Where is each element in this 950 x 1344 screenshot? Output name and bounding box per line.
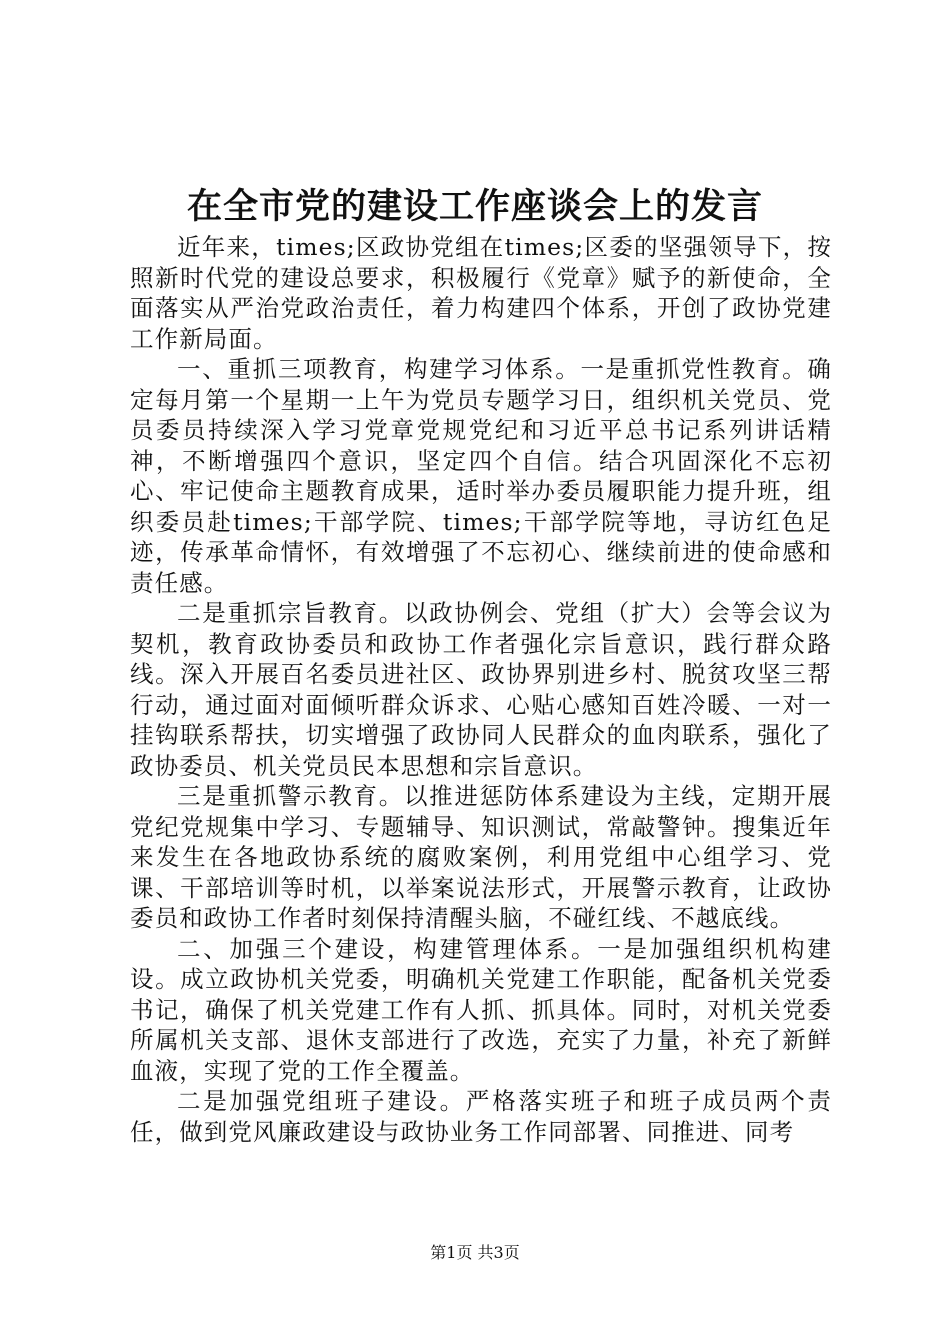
paragraph-section-1-part-3: 三是重抓警示教育。以推进惩防体系建设为主线，定期开展党纪党规集中学习、专题辅导、知识测试，常敲警钟。搜集近年来发生在各地政协系统的腐败案例，利用党组中心组学习、党课、干部培训等时机，以举案说法形式，开展警示教育，让政协委员和政协工作者时刻保持清醒头脑，不碰红线、不越底线。 (130, 782, 832, 932)
paragraph-intro: 近年来，times;区政协党组在times;区委的坚强领导下，按照新时代党的建设总要求，积极履行《党章》赋予的新使命，全面落实从严治党政治责任，着力构建四个体系，开创了政协党建工作新局面。 (130, 233, 832, 353)
document-body (130, 232, 832, 1147)
paragraph-section-1-part-2: 二是重抓宗旨教育。以政协例会、党组（扩大）会等会议为契机，教育政协委员和政协工作者强化宗旨意识，践行群众路线。深入开展百名委员进社区、政协界别进乡村、脱贫攻坚三帮行动，通过面对面倾听群众诉求、心贴心感知百姓冷暖、一对一挂钩联系帮扶，切实增强了政协同人民群众的血肉联系，强化了政协委员、机关党员民本思想和宗旨意识。 (130, 599, 832, 780)
document-title: 在全市党的建设工作座谈会上的发言 (186, 186, 763, 227)
paragraph-section-2: 二、加强三个建设，构建管理体系。一是加强组织机构建设。成立政协机关党委，明确机关党建工作职能，配备机关党委书记，确保了机关党建工作有人抓、抓具体。同时，对机关党委所属机关支部、退休支部进行了改选，充实了力量，补充了新鲜血液，实现了党的工作全覆盖。 (130, 934, 832, 1085)
page-number-footer: 第1页 共3页 (430, 1243, 520, 1262)
paragraph-section-2-part-2: 二是加强党组班子建设。严格落实班子和班子成员两个责任，做到党风廉政建设与政协业务工作同部署、同推进、同考 (130, 1087, 832, 1146)
paragraph-section-1: 一、重抓三项教育，构建学习体系。一是重抓党性教育。确定每月第一个星期一上午为党员专题学习日，组织机关党员、党员委员持续深入学习党章党规党纪和习近平总书记系列讲话精神，不断增强四个意识，坚定四个自信。结合巩固深化不忘初心、牢记使命主题教育成果，适时举办委员履职能力提升班，组织委员赴times;干部学院、times;干部学院等地，寻访红色足迹，传承革命情怀，有效增强了不忘初心、继续前进的使命感和责任感。 (130, 355, 832, 597)
